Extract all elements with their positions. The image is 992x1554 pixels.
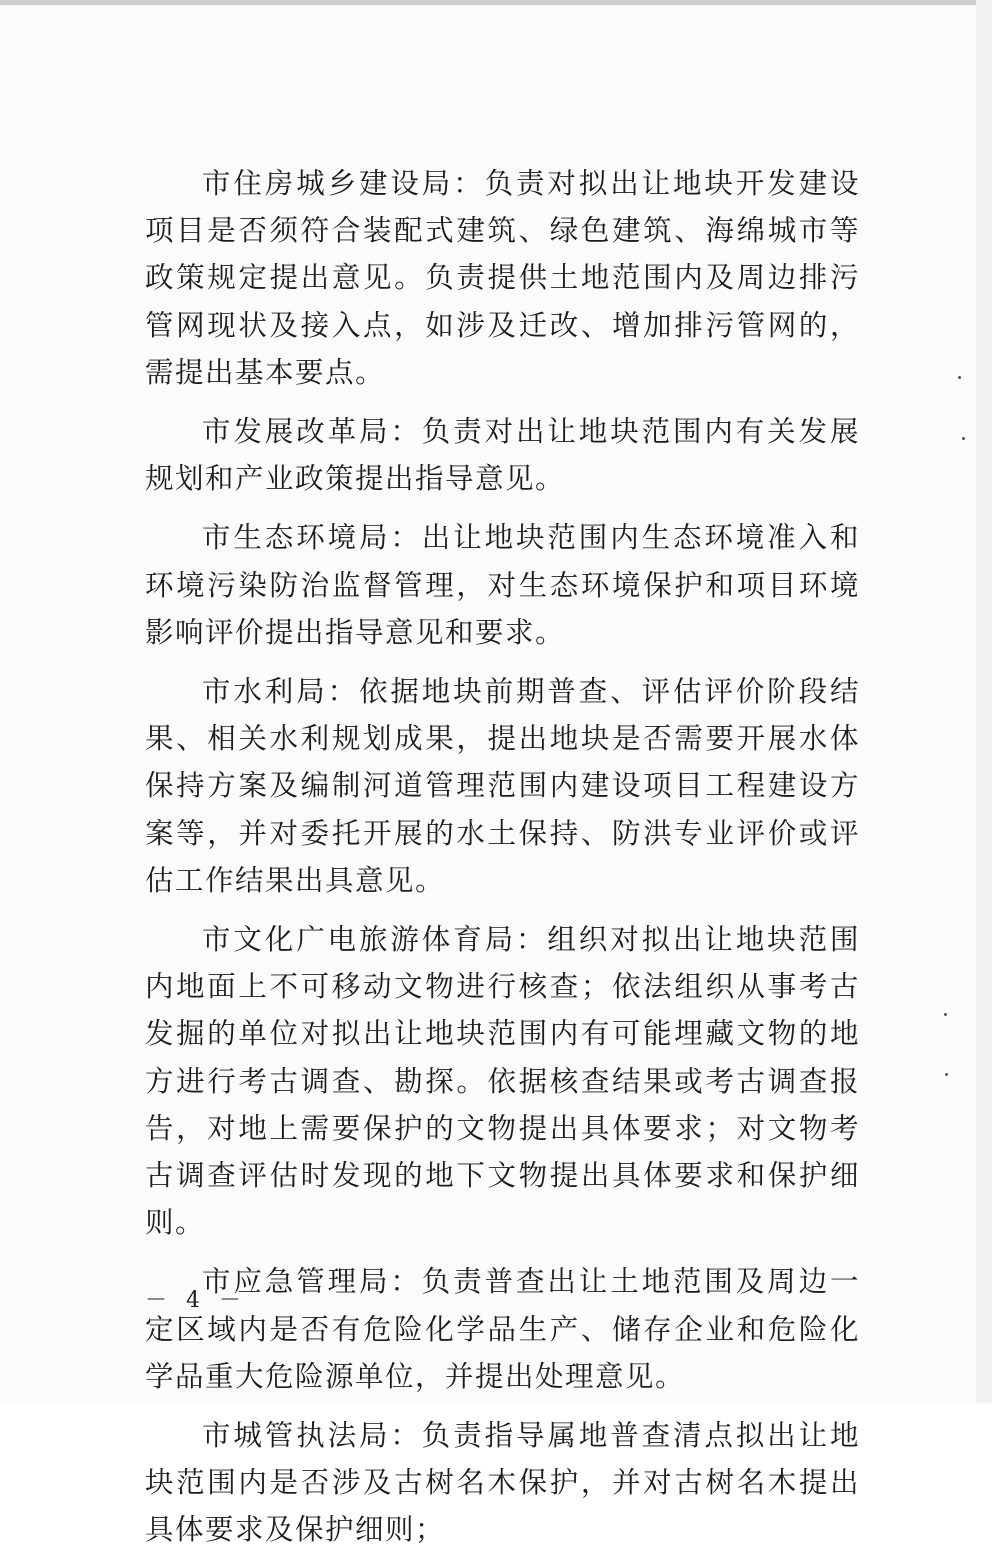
scan-speck — [944, 1013, 947, 1016]
scan-speck — [962, 437, 965, 440]
document-body — [145, 160, 860, 1554]
paragraph-emergency-management-bureau: 市应急管理局：负责普查出让土地范围及周边一定区域内是否有危险化学品生产、储存企业和危险化学品重大危险源单位，并提出处理意见。 — [145, 1265, 860, 1393]
paragraph-development-reform-bureau: 市发展改革局：负责对出让地块范围内有关发展规划和产业政策提出指导意见。 — [145, 415, 860, 496]
paragraph-ecology-environment-bureau: 市生态环境局：出让地块范围内生态环境准入和环境污染防治监督管理，对生态环境保护和项目环境影响评价提出指导意见和要求。 — [145, 521, 860, 649]
scan-speck — [958, 376, 961, 379]
paragraph-urban-management-bureau: 市城管执法局：负责指导属地普查清点拟出让地块范围内是否涉及古树名木保护，并对古树名木提出具体要求及保护细则； — [145, 1419, 860, 1547]
paragraph-housing-bureau: 市住房城乡建设局：负责对拟出让地块开发建设项目是否须符合装配式建筑、绿色建筑、海绵城市等政策规定提出意见。负责提供土地范围内及周边排污管网现状及接入点，如涉及迁改、增加排污管网的，需提出基本要点。 — [145, 167, 860, 389]
paragraph-water-resources-bureau: 市水利局：依据地块前期普查、评估评价阶段结果、相关水利规划成果，提出地块是否需要开展水体保持方案及编制河道管理范围内建设项目工程建设方案等，并对委托开展的水土保持、防洪专业评价或评估工作结果出具意见。 — [145, 675, 860, 897]
scan-edge-top — [0, 0, 976, 5]
page-number: － 4 － — [145, 1288, 247, 1313]
scan-speck — [945, 1073, 948, 1076]
scan-edge-right — [976, 0, 992, 1403]
paragraph-culture-tourism-bureau: 市文化广电旅游体育局：组织对拟出让地块范围内地面上不可移动文物进行核查；依法组织从事考古发掘的单位对拟出让地块范围内有可能埋藏文物的地方进行考古调查、勘探。依据核查结果或考古调查报告，对地上需要保护的文物提出具体要求；对文物考古调查评估时发现的地下文物提出具体要求和保护细则。 — [145, 923, 860, 1240]
